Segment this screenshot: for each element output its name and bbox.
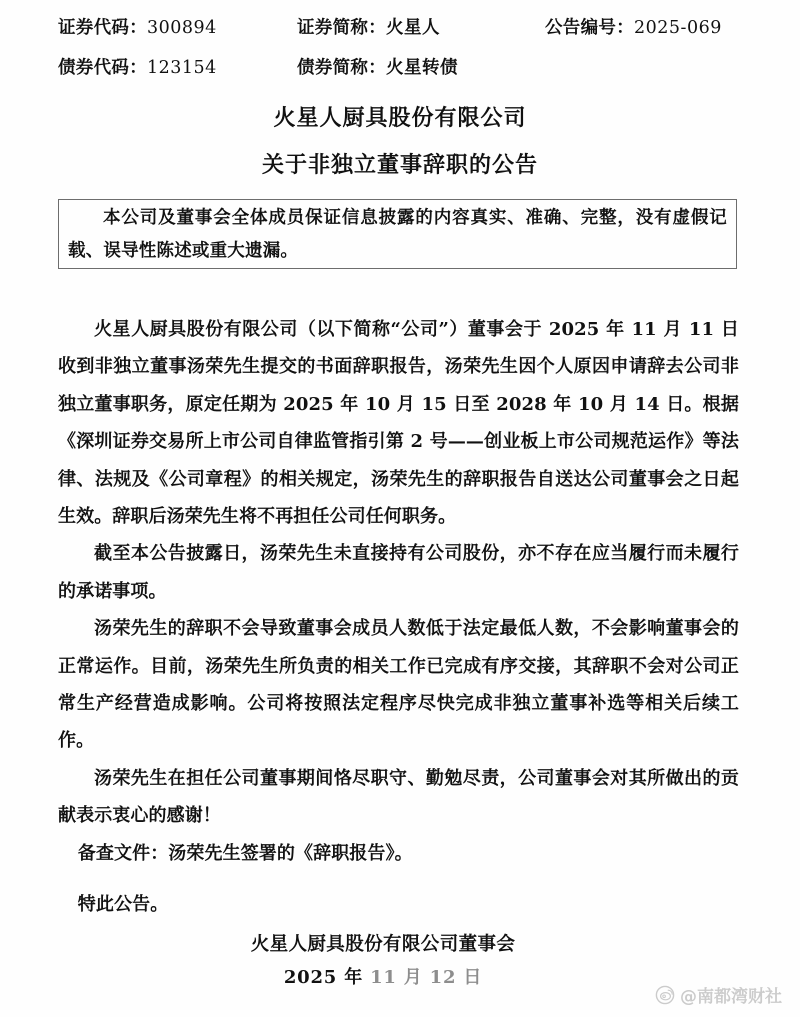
security-code-value: 300894 [147, 18, 217, 38]
signature-company: 火星人厨具股份有限公司董事会 [250, 934, 516, 955]
weibo-logo-icon [655, 985, 675, 1005]
bond-name-value: 火星转债 [386, 58, 458, 78]
meta-row-securities [0, 8, 800, 48]
announcement-number-cell [545, 8, 722, 48]
company-title: 火星人厨具股份有限公司 [273, 105, 527, 131]
signature-date-year: 2025 年 [283, 967, 371, 988]
disclaimer-box [58, 199, 737, 269]
body-paragraph: 截至本公告披露日，汤荣先生未直接持有公司股份，亦不存在应当履行而未履行的承诺事项。 [58, 543, 739, 602]
disclaimer-text: 本公司及董事会全体成员保证信息披露的内容真实、准确、完整，没有虚假记载、误导性陈述或重大遗漏。 [68, 208, 727, 261]
body-paragraph: 火星人厨具股份有限公司（以下简称“公司”）董事会于 2025 年 11 月 11 日收到非独立董事汤荣先生提交的书面辞职报告，汤荣先生因个人原因申请辞去公司非独立董事职务，原定任期为 2025 年 10 月 15 日至 2028 年 10 月 14 日。根据《深圳证券交易所上市公司自律监管指引第 2 号——创业板上市公司规范运作》等法律、法规及《公司章程》的相关规定，汤荣先生的辞职报告自送达公司董事会之日起生效。辞职后汤荣先生将不再担任公司任何职务。 [58, 319, 739, 528]
bond-name-label: 债券简称： [297, 58, 386, 78]
reference-documents-paragraph: 备查文件：汤荣先生签署的《辞职报告》。 [77, 842, 413, 864]
hereby-announced-paragraph: 特此公告。 [77, 894, 169, 916]
security-code-label: 证券代码： [58, 18, 147, 38]
bond-code-label: 债券代码： [58, 58, 147, 78]
security-name-value: 火星人 [386, 18, 440, 38]
bond-code-value: 123154 [147, 58, 217, 78]
security-name-label: 证券简称： [297, 18, 386, 38]
security-code-cell [58, 8, 217, 48]
announcement-subject-title: 关于非独立董事辞职的公告 [261, 152, 538, 178]
body-paragraph: 汤荣先生在担任公司董事期间恪尽职守、勤勉尽责，公司董事会对其所做出的贡献表示衷心的感谢！ [58, 767, 739, 827]
source-watermark [655, 982, 782, 1007]
bond-name-cell [297, 48, 458, 88]
signature-date-month: 11 月 [370, 967, 430, 988]
security-name-cell [297, 8, 440, 48]
announcement-number-label: 公告编号： [545, 18, 634, 38]
document-header-meta [0, 8, 800, 88]
bond-code-cell [58, 48, 217, 88]
announcement-number-value: 2025-069 [634, 18, 722, 38]
watermark-text: @南都湾财社 [680, 987, 782, 1007]
signature-date-day: 12 日 [429, 967, 483, 988]
meta-row-bond [0, 48, 800, 88]
document-body [58, 311, 739, 924]
body-paragraph: 汤荣先生的辞职不会导致董事会成员人数低于法定最低人数，不会影响董事会的正常运作。目前，汤荣先生所负责的相关工作已完成有序交接，其辞职不会对公司正常生产经营造成影响。公司将按照法定程序尽快完成非独立董事补选等相关后续工作。 [58, 618, 739, 752]
